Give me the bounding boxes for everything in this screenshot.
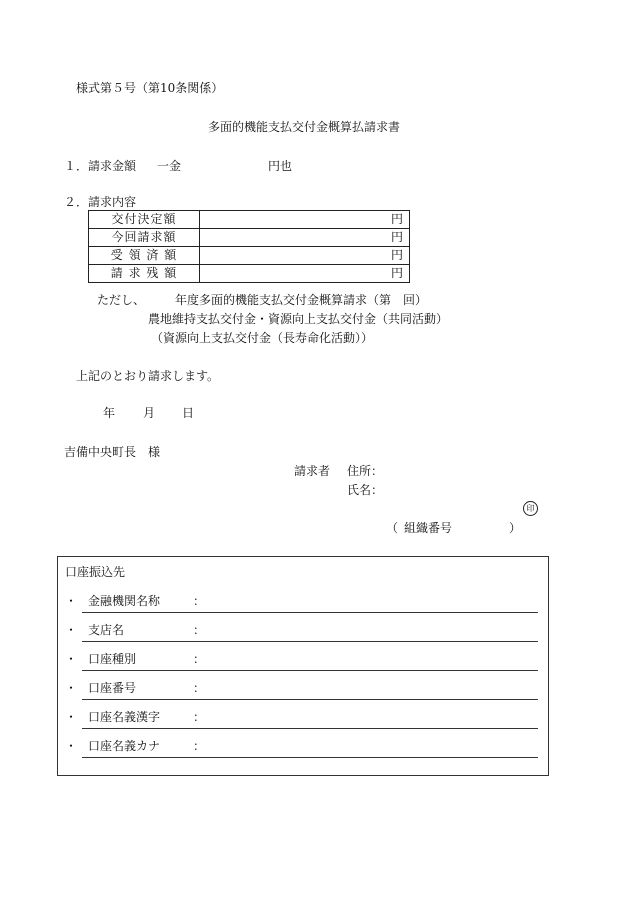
row-value-field[interactable]: 円 [200,265,410,283]
row-label: 交付決定額 [89,211,200,229]
bank-row-label: 口座名義カナ [88,739,161,753]
note-line1: 年度多面的機能支払交付金概算請求（第 回） [175,293,428,307]
amount-prefix: 一金 [157,159,182,173]
row-value-field[interactable]: 円 [200,211,410,229]
date-month: 月 [143,406,156,420]
underline [82,699,538,700]
underline [82,728,538,729]
bank-row-label: 口座名義漢字 [88,710,161,724]
row-label: 受 領 済 額 [89,247,200,265]
name-label: 氏名： [347,483,384,497]
bank-box-title: 口座振込先 [65,565,126,579]
colon: ： [193,739,206,753]
form-number: 様式第５号（第10条関係） [76,81,224,95]
bank-row-account-number[interactable] [58,680,548,702]
colon: ： [193,652,206,666]
date-day: 日 [182,406,195,420]
amount-suffix: 円也 [268,159,293,173]
section2-label: ２．請求内容 [64,195,137,209]
org-number-label: 組織番号 [404,521,453,535]
note-prefix: ただし、 [97,293,146,307]
table-row [89,229,410,247]
bank-row-institution[interactable] [58,593,548,615]
underline [82,641,538,642]
amount-table [88,210,410,283]
bank-row-label: 口座種別 [88,652,137,666]
bullet: ・ [65,623,78,637]
bank-row-label: 支店名 [88,623,125,637]
bank-row-label: 金融機関名称 [88,594,161,608]
row-label: 請 求 残 額 [89,265,200,283]
bullet: ・ [65,594,78,608]
bank-row-label: 口座番号 [88,681,137,695]
addressee: 吉備中央町長 様 [64,445,161,459]
row-value-field[interactable]: 円 [200,229,410,247]
bullet: ・ [65,681,78,695]
requester-label: 請求者 [294,464,331,478]
bullet: ・ [65,652,78,666]
section1-label: １．請求金額 [64,159,137,173]
table-row [89,247,410,265]
note-line2: 農地維持支払交付金・資源向上支払交付金（共同活動） [148,312,449,326]
seal-mark: 印 [523,501,538,516]
row-label: 今回請求額 [89,229,200,247]
bullet: ・ [65,739,78,753]
bullet: ・ [65,710,78,724]
colon: ： [193,681,206,695]
underline [82,757,538,758]
note-line3: （資源向上支払交付金（長寿命化活動）） [151,331,374,345]
underline [82,612,538,613]
row-value-field[interactable]: 円 [200,247,410,265]
org-close-paren: ） [509,521,522,535]
date-year: 年 [103,406,116,420]
colon: ： [193,710,206,724]
address-label: 住所： [347,464,384,478]
document-title: 多面的機能支払交付金概算払請求書 [208,120,401,134]
table-row [89,211,410,229]
bank-row-account-type[interactable] [58,651,548,673]
colon: ： [193,623,206,637]
bank-row-holder-kana[interactable] [58,738,548,760]
bank-transfer-box [57,556,549,776]
bank-row-holder-kanji[interactable] [58,709,548,731]
table-row [89,265,410,283]
underline [82,670,538,671]
colon: ： [193,594,206,608]
bank-row-branch[interactable] [58,622,548,644]
org-open-paren: （ [386,521,399,535]
request-statement: 上記のとおり請求します。 [76,369,220,383]
